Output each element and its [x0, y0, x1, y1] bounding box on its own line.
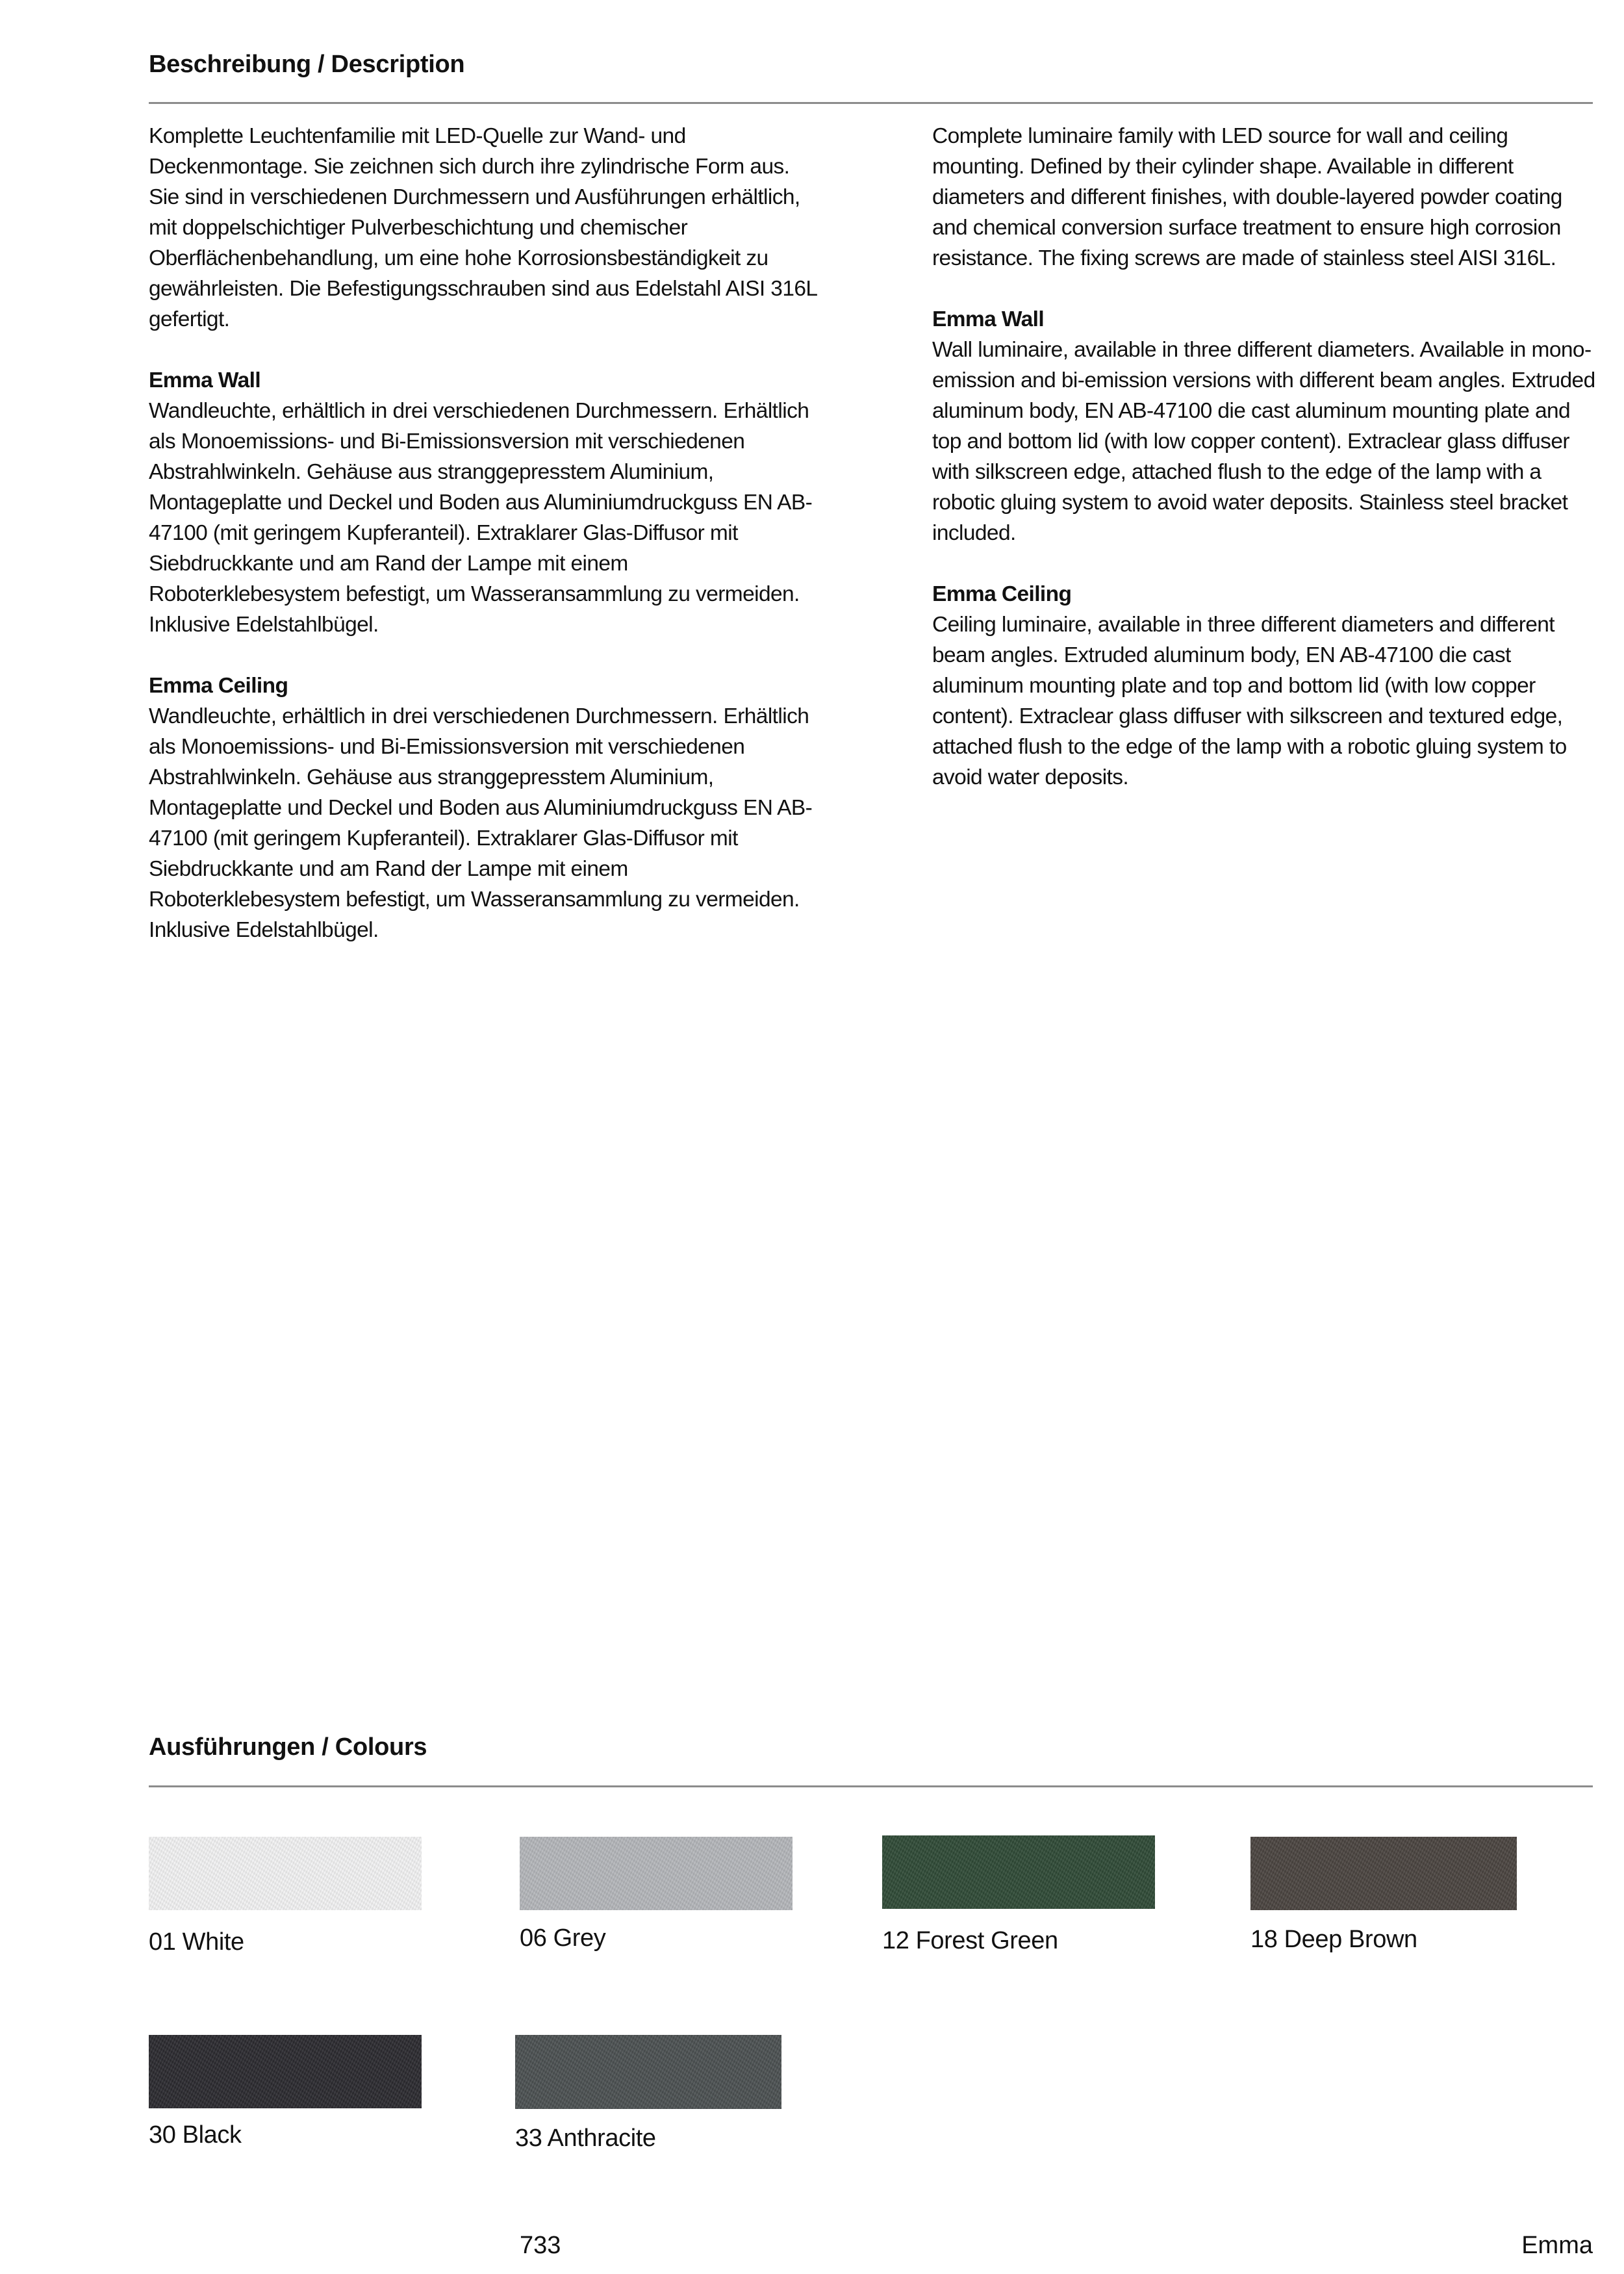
colour-label: 01 White	[149, 1928, 244, 1956]
footer-product-name: Emma	[1521, 2232, 1593, 2259]
german-intro: Komplette Leuchtenfamilie mit LED-Quelle zur Wand- und Deckenmontage. Sie zeichnen sich durch ihre zylindrische Form aus. Sie sind in verschiedenen Durchmessern und Ausführungen erhältlich, mit doppelschichtiger Pulverbeschichtung und chemischer Oberflächenbehandlung, um eine hohe Korrosionsbeständigkeit zu gewährleisten. Die Befestigungsschrauben sind aus Edelstahl AISI 316L gefertigt.	[149, 124, 817, 331]
english-wall-block	[932, 304, 1601, 548]
colour-item-grey	[520, 1837, 793, 1952]
german-wall-title: Emma Wall	[149, 368, 261, 392]
colours-heading: Ausführungen / Colours	[149, 1733, 427, 1761]
colour-item-black	[149, 2035, 422, 2149]
english-wall-title: Emma Wall	[932, 307, 1045, 331]
colour-label: 06 Grey	[520, 1924, 606, 1952]
colour-item-deep-brown	[1250, 1837, 1517, 1954]
english-ceiling-text: Ceiling luminaire, available in three different diameters and different beam angles. Extruded aluminum body, EN AB-47100 die cast aluminum mounting plate and top and bottom lid (with low copper content). Extraclear glass diffuser with silkscreen and textured edge, attached flush to the edge of the lamp with a robotic gluing system to avoid water deposits.	[932, 613, 1567, 789]
colour-swatch	[149, 2035, 422, 2108]
german-wall-block	[149, 365, 818, 640]
colour-item-anthracite	[515, 2035, 781, 2153]
german-ceiling-title: Emma Ceiling	[149, 674, 288, 698]
english-ceiling-block	[932, 579, 1601, 793]
colour-label: 12 Forest Green	[882, 1927, 1058, 1954]
description-divider	[149, 102, 1593, 104]
english-column	[932, 121, 1601, 823]
german-ceiling-block	[149, 671, 818, 945]
colour-item-forest-green	[882, 1835, 1155, 1955]
german-ceiling-text: Wandleuchte, erhältlich in drei verschiedenen Durchmessern. Erhältlich als Monoemissions- und Bi-Emissionsversion mit verschiedenen Abstrahlwinkeln. Gehäuse aus stranggepresstem Aluminium, Montageplatte und Deckel und Boden aus Aluminiumdruckguss EN AB-47100 (mit geringem Kupferanteil). Extraklarer Glas-Diffusor mit Siebdruckkante und am Rand der Lampe mit einem Roboterklebesystem befestigt, um Wasseransammlung zu vermeiden. Inklusive Edelstahlbügel.	[149, 704, 813, 942]
english-ceiling-title: Emma Ceiling	[932, 582, 1072, 606]
colour-item-white	[149, 1837, 422, 1956]
description-heading: Beschreibung / Description	[149, 51, 465, 78]
english-wall-text: Wall luminaire, available in three different diameters. Available in mono-emission and bi-emission versions with different beam angles. Extruded aluminum body, EN AB-47100 die cast aluminum mounting plate and top and bottom lid (with low copper content). Extraclear glass diffuser with silkscreen edge, attached flush to the edge of the lamp with a robotic gluing system to avoid water deposits. Stainless steel bracket included.	[932, 338, 1595, 545]
colour-swatch	[1250, 1837, 1517, 1910]
german-wall-text: Wandleuchte, erhältlich in drei verschiedenen Durchmessern. Erhältlich als Monoemissions- und Bi-Emissionsversion mit verschiedenen Abstrahlwinkeln. Gehäuse aus stranggepresstem Aluminium, Montageplatte und Deckel und Boden aus Aluminiumdruckguss EN AB-47100 (mit geringem Kupferanteil). Extraklarer Glas-Diffusor mit Siebdruckkante und am Rand der Lampe mit einem Roboterklebesystem befestigt, um Wasseransammlung zu vermeiden. Inklusive Edelstahlbügel.	[149, 399, 813, 637]
german-column	[149, 121, 818, 976]
colour-label: 18 Deep Brown	[1250, 1926, 1417, 1953]
colour-swatch	[515, 2035, 781, 2109]
page-number: 733	[520, 2232, 561, 2259]
colours-divider	[149, 1785, 1593, 1787]
colour-swatch	[149, 1837, 422, 1910]
colour-swatch	[520, 1837, 793, 1910]
english-intro: Complete luminaire family with LED source for wall and ceiling mounting. Defined by their cylinder shape. Available in different diameters and different finishes, with double-layered powder coating and chemical conversion surface treatment to ensure high corrosion resistance. The fixing screws are made of stainless steel AISI 316L.	[932, 124, 1562, 270]
colour-label: 30 Black	[149, 2121, 242, 2149]
colour-label: 33 Anthracite	[515, 2125, 656, 2152]
colour-swatch	[882, 1835, 1155, 1909]
